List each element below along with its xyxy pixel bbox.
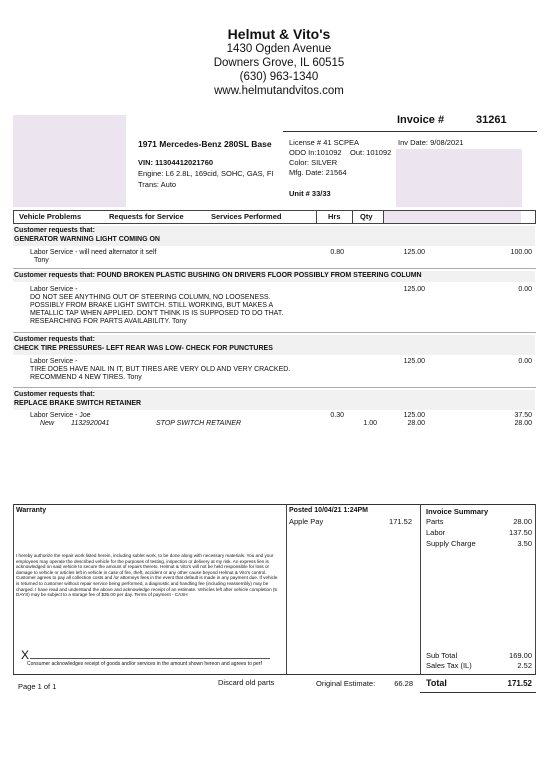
col-services-performed: Services Performed [211, 212, 282, 221]
section-1-labor: Labor Service - will need alternator it self [30, 249, 157, 256]
payment-amount: 171.52 [389, 517, 412, 526]
section-1-amount: 100.00 [510, 249, 532, 256]
section-4-head2: REPLACE BRAKE SWITCH RETAINER [14, 400, 142, 407]
total-underline [420, 692, 536, 693]
summary-tax-label: Sales Tax (IL) [426, 661, 472, 670]
section-3-note-2: RECOMMEND 4 NEW TIRES. Tony [30, 374, 142, 381]
vehicle-mfg-date: Mfg. Date: 21564 [289, 168, 347, 177]
page-indicator: Page 1 of 1 [18, 682, 57, 691]
warranty-right-border [286, 504, 287, 674]
payment-method: Apple Pay [289, 517, 324, 526]
section-3-header [13, 335, 535, 355]
vehicle-title: 1971 Mercedes-Benz 280SL Base [138, 139, 272, 149]
redacted-customer-block [13, 115, 126, 207]
section-3-note-1: TIRE DOES HAVE NAIL IN IT, BUT TIRES ARE VERY OLD AND VERY CRACKED. [30, 366, 291, 373]
shop-website: www.helmutandvitos.com [214, 85, 344, 97]
section-2-note-4: RESEARCHING FOR PARTS AVAILABILITY. Tony [30, 318, 187, 325]
section-2-note-2: POSSIBLY FROM BRAKE LIGHT SWITCH. STILL WORKING, BUT MAKES A [30, 302, 274, 309]
redacted-owner-block [396, 149, 522, 207]
section-1-divider [13, 268, 536, 269]
section-2-labor: Labor Service - [30, 286, 78, 293]
section-2-head1: Customer requests that: FOUND BROKEN PLASTIC BUSHING ON DRIVERS FLOOR POSSIBLY FROM STEERING COLUMN [14, 272, 422, 279]
section-2-rate: 125.00 [403, 286, 425, 293]
section-1-head2: GENERATOR WARNING LIGHT COMING ON [14, 236, 160, 243]
total-value: 171.52 [507, 679, 532, 688]
section-3-amount: 0.00 [518, 358, 532, 365]
section-3-divider [13, 387, 536, 388]
warranty-title: Warranty [16, 507, 47, 514]
vehicle-odo-in: ODO In:101092 [289, 148, 342, 157]
part-amount: 28.00 [514, 420, 532, 427]
summary-subtotal-value: 169.00 [509, 651, 532, 660]
vehicle-odo-out: Out: 101092 [350, 148, 392, 157]
vehicle-unit: Unit # 33/33 [289, 189, 331, 198]
col-requests-for-service: Requests for Service [109, 212, 184, 221]
shop-address-line1: 1430 Ogden Avenue [226, 43, 332, 55]
section-1-head1: Customer requests that: [14, 227, 95, 234]
col-vehicle-problems: Vehicle Problems [19, 212, 82, 221]
shop-name: Helmut & Vito's [227, 26, 331, 42]
section-1-header [13, 226, 535, 246]
summary-right-border [535, 504, 536, 674]
signature-x: X [21, 648, 30, 662]
summary-subtotal-label: Sub Total [426, 651, 458, 660]
summary-title: Invoice Summary [426, 507, 489, 516]
bottom-rule [13, 674, 536, 675]
consumer-acknowledgement: Consumer acknowledges receipt of goods and/or services in the amount shown hereon and agrees to perf [27, 661, 262, 667]
summary-parts-label: Parts [426, 517, 444, 526]
summary-tax-value: 2.52 [517, 661, 532, 670]
invoice-divider [283, 131, 537, 132]
summary-labor-label: Labor [426, 528, 446, 537]
part-rate: 28.00 [407, 420, 425, 427]
section-4-header [13, 390, 535, 410]
section-1-hrs: 0.80 [330, 249, 344, 256]
summary-left-border [420, 504, 421, 674]
vehicle-vin: VIN: 11304412021760 [138, 158, 214, 167]
original-estimate-label: Original Estimate: [316, 679, 376, 688]
section-4-amount: 37.50 [514, 412, 532, 419]
section-4-head1: Customer requests that: [14, 391, 95, 398]
section-2-amount: 0.00 [518, 286, 532, 293]
signature-line[interactable] [30, 658, 270, 659]
total-label: Total [426, 678, 447, 688]
section-2-header [13, 271, 535, 282]
invoice-label: Invoice # [397, 114, 445, 126]
shop-address-line2: Downers Grove, IL 60515 [213, 57, 345, 69]
warranty-text: I hereby authorize the repair work listed herein, including sublet work, to be done along with necessary materials. You and your employees may operate the described vehicle for the purposes of testing, inspection or delivery at my risk. An express lien is acknowledged on said vehicle to secure the amount of repairs thereto. Helmut & Vito's will not be held responsible for loss or damage to vehicle or articles left in vehicle in case of fire, theft, accident or any other cause beyond Helmut & Vito's control. Customer agrees to pay all collection costs and /or attorneys fees in the event that default is made in any payment due. If vehicle is returned to customer without repair service being performed, a diagnostic and handling fee (including reassembly) may be charged. I have read and understand the above and acknowledge receipt of an estimate. Vehicles left after vehicle completion (5 DAYS) may be subject to a storage fee of $35.00 per day. Terms of payment - CASH [16, 553, 278, 598]
summary-labor-value: 137.50 [509, 528, 532, 537]
section-3-labor: Labor Service - [30, 358, 78, 365]
section-1-rate: 125.00 [403, 249, 425, 256]
section-3-rate: 125.00 [403, 358, 425, 365]
section-1-tech: Tony [34, 257, 49, 264]
part-new-label: New [40, 420, 55, 427]
summary-supply-value: 3.50 [517, 539, 532, 548]
section-2-note-1: DO NOT SEE ANYTHING OUT OF STEERING COLUMN, NO LOOSENESS. [30, 294, 271, 301]
summary-parts-value: 28.00 [513, 517, 532, 526]
section-4-labor: Labor Service - Joe [30, 412, 91, 419]
vehicle-color: Color: SILVER [289, 158, 338, 167]
shop-phone: (630) 963-1340 [239, 71, 319, 83]
part-qty: 1.00 [363, 420, 377, 427]
original-estimate-value: 66.28 [394, 679, 413, 688]
col-hrs: Hrs [328, 212, 341, 221]
vehicle-engine: Engine: L6 2.8L, 169cid, SOHC, GAS, FI [138, 169, 274, 178]
col-divider-qty [352, 210, 353, 224]
section-2-note-3: METALLIC TAP WHEN APPLIED. DON'T THINK IS IS SUPPOSED TO DO THAT. [30, 310, 284, 317]
bottom-top-rule [13, 504, 536, 505]
summary-supply-label: Supply Charge [426, 539, 476, 548]
col-divider-rate [383, 210, 384, 224]
col-divider-hrs [316, 210, 317, 224]
section-3-head1: Customer requests that: [14, 336, 95, 343]
invoice-number: 31261 [476, 114, 507, 126]
part-number: 1132920041 [71, 420, 110, 427]
section-3-head2: CHECK TIRE PRESSURES- LEFT REAR WAS LOW- CHECK FOR PUNCTURES [14, 345, 273, 352]
warranty-left-border [13, 504, 14, 674]
section-2-divider [13, 332, 536, 333]
col-qty: Qty [360, 212, 373, 221]
part-description: STOP SWITCH RETAINER [156, 420, 242, 427]
vehicle-trans: Trans: Auto [138, 180, 177, 189]
payment-posted: Posted 10/04/21 1:24PM [289, 507, 368, 514]
section-4-hrs: 0.30 [330, 412, 344, 419]
vehicle-license: License # 41 SCPEA [289, 138, 360, 147]
invoice-date: Inv Date: 9/08/2021 [398, 138, 464, 147]
section-4-rate: 125.00 [403, 412, 425, 419]
discard-old-parts: Discard old parts [218, 678, 275, 687]
